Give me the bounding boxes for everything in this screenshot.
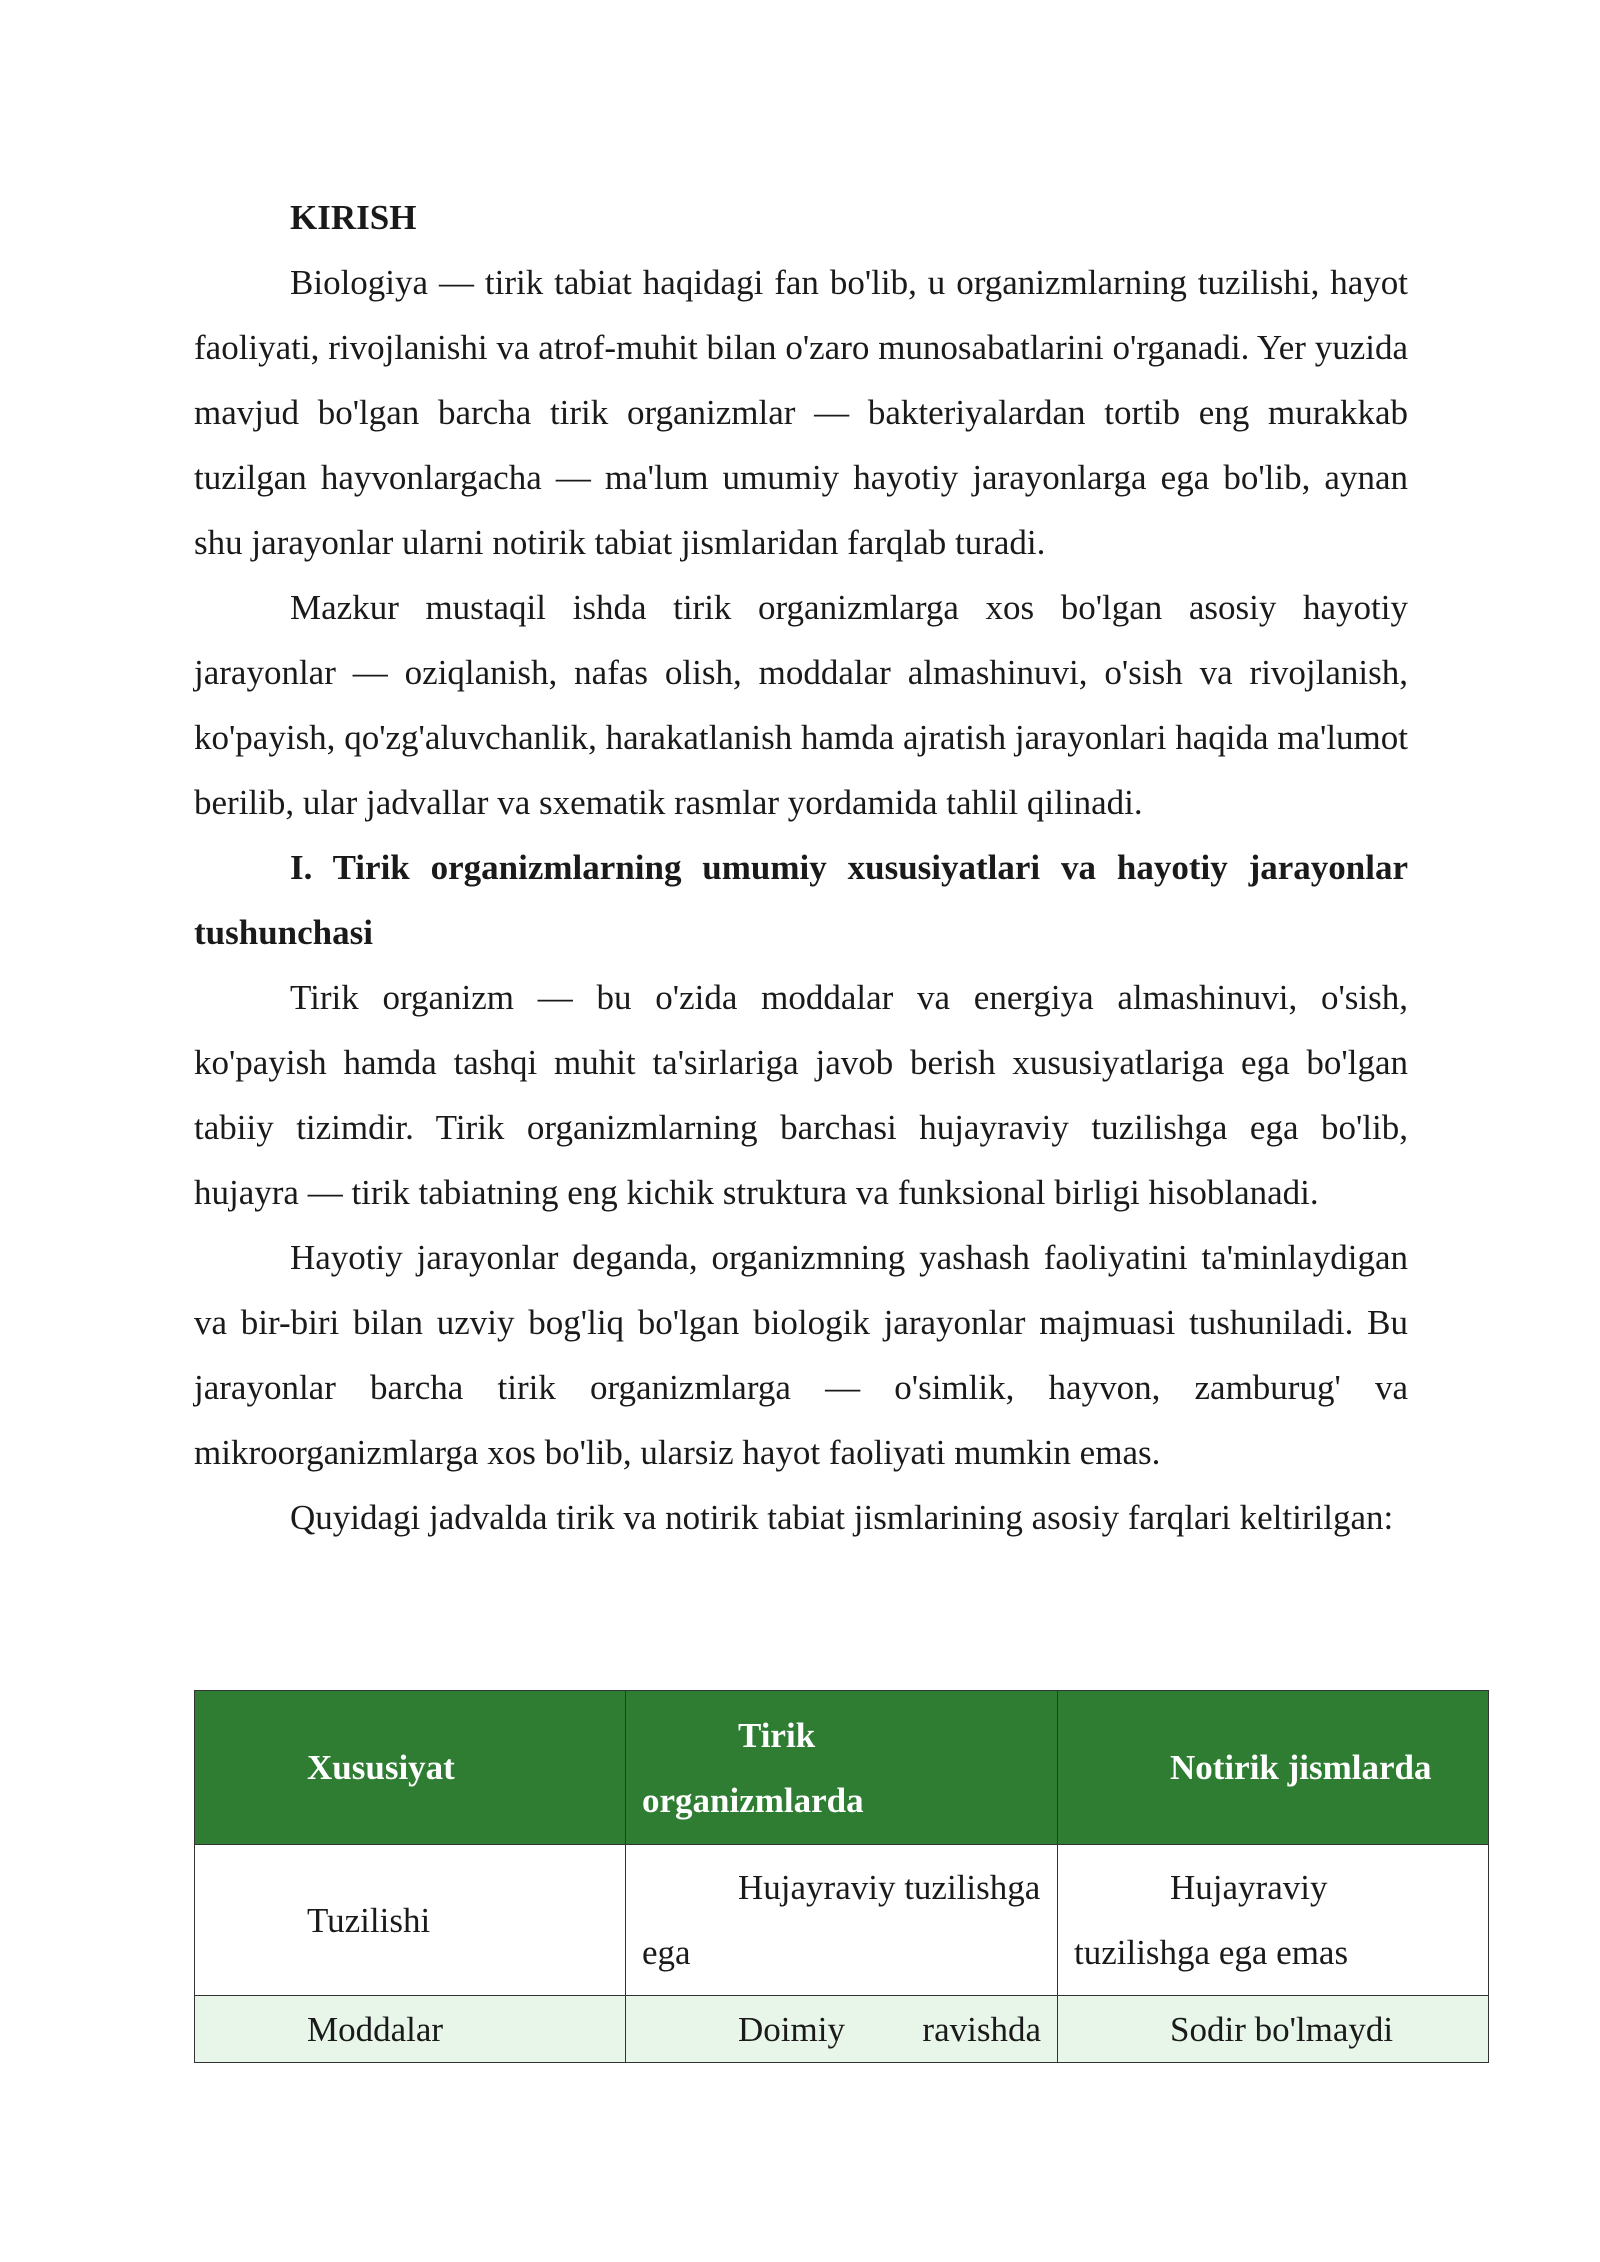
table-cell: Hujayraviy tuzilishga ega <box>626 1845 1058 1996</box>
section-1-heading: I. Tirik organizmlarning umumiy xususiyatlari va hayotiy jarayonlar tushunchasi <box>194 848 1408 952</box>
table-cell: Doimiy ravishda <box>626 1996 1058 2063</box>
intro-paragraph-1: Biologiya — tirik tabiat haqidagi fan bo'lib, u organizmlarning tuzilishi, hayot faoliyati, rivojlanishi va atrof-muhit bilan o'zaro munosabatlarini o'rganadi. Yer yuzida mavjud bo'lgan barcha tirik organizmlar — bakteriyalardan tortib eng murakkab tuzilgan hayvonlargacha — ma'lum umumiy hayotiy jarayonlarga ega bo'lib, aynan shu jarayonlar ularni notirik tabiat jismlaridan farqlab turadi. <box>194 263 1408 562</box>
table-cell: Hujayraviy tuzilishga ega emas <box>1058 1845 1489 1996</box>
table-header-cell: Xususiyat <box>195 1691 626 1845</box>
table-cell: Sodir bo'lmaydi <box>1058 1996 1489 2063</box>
table-row <box>195 1996 1489 2063</box>
table-cell: Moddalar <box>195 1996 626 2063</box>
table-cell: Tuzilishi <box>195 1845 626 1996</box>
intro-paragraph-2: Mazkur mustaqil ishda tirik organizmlarga xos bo'lgan asosiy hayotiy jarayonlar — oziqlanish, nafas olish, moddalar almashinuvi, o'sish va rivojlanish, ko'payish, qo'zg'aluvchanlik, harakatlanish hamda ajratish jarayonlari haqida ma'lumot berilib, ular jadvallar va sxematik rasmlar yordamida tahlil qilinadi. <box>194 588 1408 822</box>
table-header-cell: Notirik jismlarda <box>1058 1691 1489 1845</box>
document-body <box>194 185 1408 1550</box>
section-1-paragraph-2: Hayotiy jarayonlar deganda, organizmning yashash faoliyatini ta'minlaydigan va bir-biri bilan uzviy bog'liq bo'lgan biologik jarayonlar majmuasi tushuniladi. Bu jarayonlar barcha tirik organizmlarga — o'simlik, hayvon, zamburug' va mikroorganizmlarga xos bo'lib, ularsiz hayot faoliyati mumkin emas. <box>194 1238 1408 1472</box>
section-1-paragraph-3: Quyidagi jadvalda tirik va notirik tabiat jismlarining asosiy farqlari keltirilgan: <box>290 1498 1394 1537</box>
section-1-paragraph-1: Tirik organizm — bu o'zida moddalar va energiya almashinuvi, o'sish, ko'payish hamda tashqi muhit ta'sirlariga javob berish xususiyatlariga ega bo'lgan tabiiy tizimdir. Tirik organizmlarning barchasi hujayraviy tuzilishga ega bo'lib, hujayra — tirik tabiatning eng kichik struktura va funksional birligi hisoblanadi. <box>194 978 1408 1212</box>
comparison-table <box>194 1690 1489 2063</box>
table-header-cell: Tirik organizmlarda <box>626 1691 1058 1845</box>
table-header-row <box>195 1691 1489 1845</box>
table-row <box>195 1845 1489 1996</box>
intro-heading: KIRISH <box>290 198 417 237</box>
